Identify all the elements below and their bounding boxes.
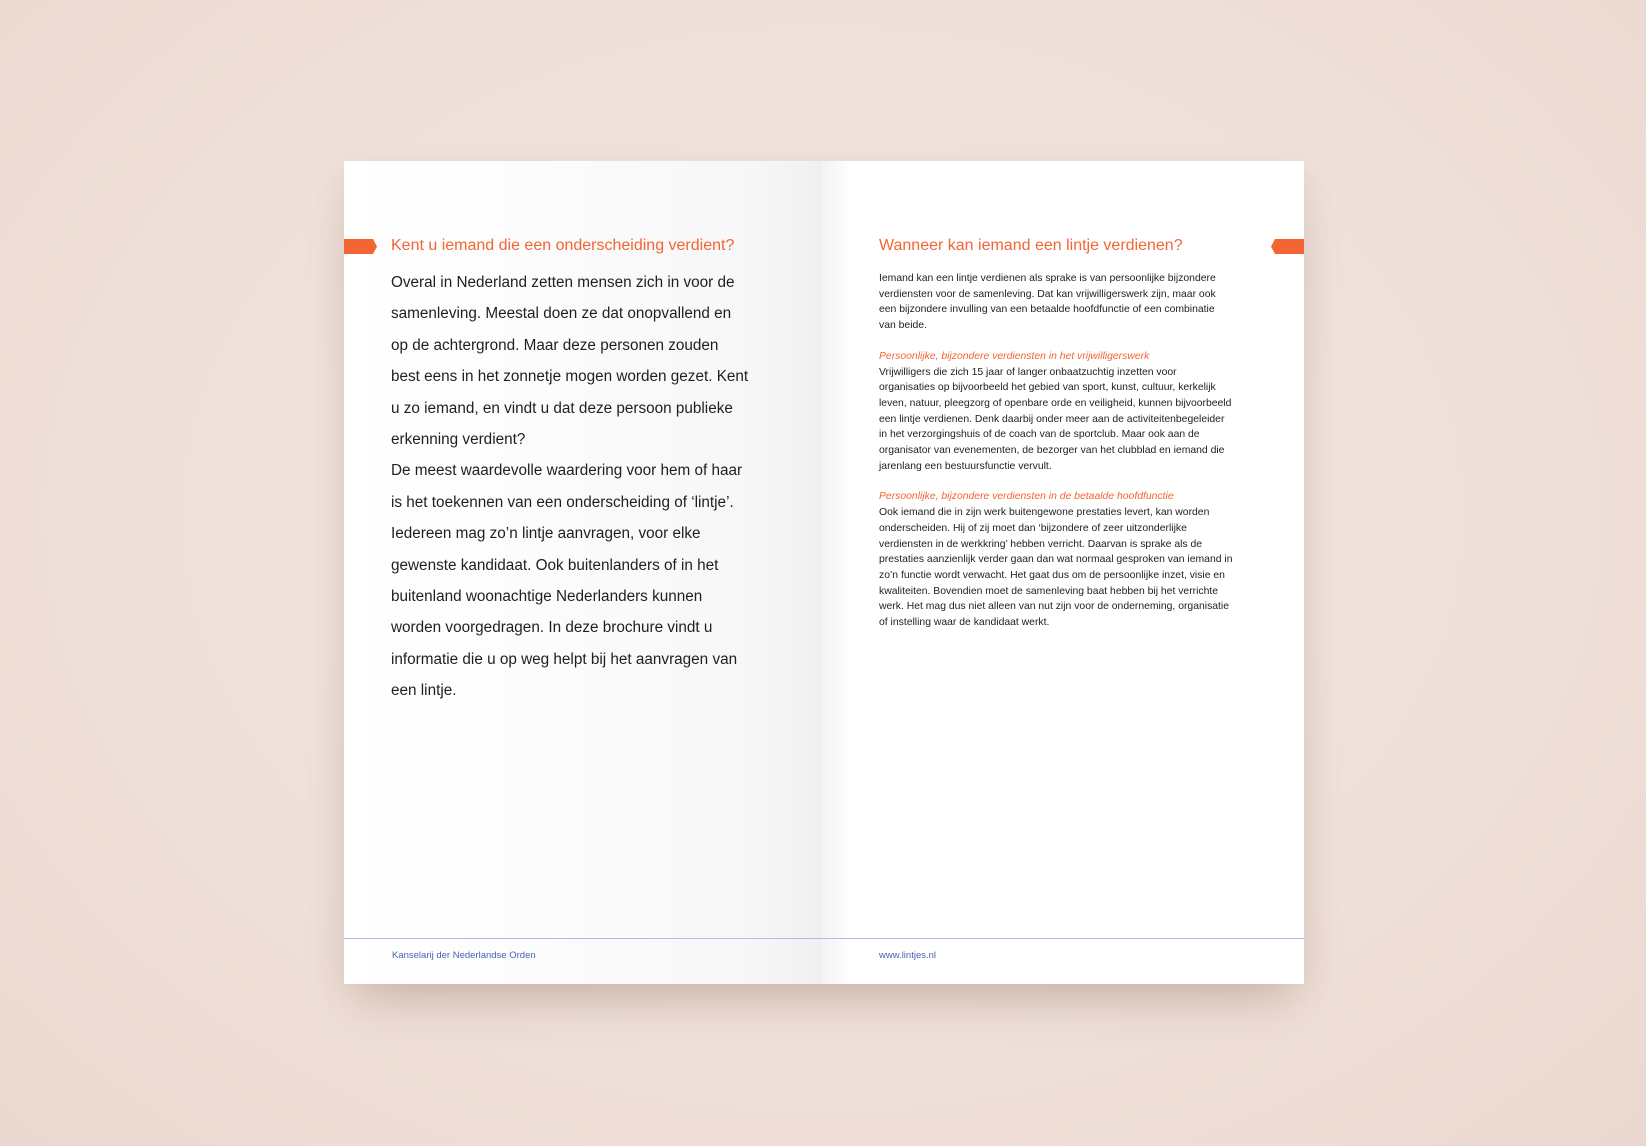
right-page-heading: Wanneer kan iemand een lintje verdienen? <box>879 237 1183 254</box>
left-page-heading: Kent u iemand die een onderscheiding verdient? <box>391 237 735 254</box>
footer-divider <box>344 938 1304 939</box>
section-marker-tab <box>1271 239 1304 254</box>
left-page-footer: Kanselarij der Nederlandse Orden <box>392 950 536 961</box>
body-paragraph: Overal in Nederland zetten mensen zich in voor de samenleving. Meestal doen ze dat onopvallend en op de achtergrond. Maar deze personen zouden best eens in het zonnetje mogen worden gezet. Kent u zo iemand, en vindt u dat deze persoon publieke erkenning verdient? <box>391 274 749 449</box>
section-text: Ook iemand die in zijn werk buitengewone prestaties levert, kan worden onderscheiden. Hij of zij moet dan ‘bijzondere of zeer uitzonderlijke verdiensten in de werkkring’ hebben verricht. Daarvan is sprake als de prestaties aanzienlijk verder gaan dan wat normaal gesproken van iemand in zo’n functie wordt verwacht. Het gaat dus om de persoonlijke inzet, visie en kwaliteiten. Bovendien moet de samenleving baat hebben bij het verrichte werk. Het mag dus niet alleen van nut zijn voor de onderneming, organisatie of instelling waar de kandidaat werkt. <box>879 507 1233 629</box>
section-title: Persoonlijke, bijzondere verdiensten in de betaalde hoofdfunctie <box>879 491 1174 503</box>
section-title: Persoonlijke, bijzondere verdiensten in het vrijwilligerswerk <box>879 350 1150 362</box>
section-paid-work <box>879 489 1234 630</box>
section-volunteer-work <box>879 349 1234 475</box>
right-page-footer-link[interactable]: www.lintjes.nl <box>879 950 937 961</box>
section-marker-tab <box>344 239 377 254</box>
body-paragraph: De meest waardevolle waardering voor hem of haar is het toekennen van een onderscheiding of ‘lintje’. Iedereen mag zo’n lintje aanvragen, voor elke gewenste kandidaat. Ook buitenlanders of in het buitenland woonachtige Nederlanders kunnen worden voorgedragen. In deze brochure vindt u informatie die u op weg helpt bij het aanvragen van een lintje. <box>391 462 743 700</box>
intro-paragraph: Iemand kan een lintje verdienen als sprake is van persoonlijke bijzondere verdiensten voor de samenleving. Dat kan vrijwilligerswerk zijn, maar ook een bijzondere invulling van een betaalde hoofdfunctie of een combinatie van beide. <box>879 273 1216 332</box>
right-page <box>822 161 1304 984</box>
left-page <box>344 161 822 984</box>
left-page-body <box>391 267 751 707</box>
section-text: Vrijwilligers die zich 15 jaar of langer onbaatzuchtig inzetten voor organisaties op bijvoorbeeld het gebied van sport, kunst, cultuur, kerkelijk leven, natuur, pleegzorg of openbare orde en veiligheid, kunnen bijvoorbeeld een lintje verdienen. Denk daarbij onder meer aan de activiteitenbegeleider in het verzorgingshuis of de coach van de sportclub. Maar ook aan de organisator van evenementen, de bezorger van het clubblad en iemand die jarenlang een bestuursfunctie vervult. <box>879 366 1232 472</box>
brochure-spread <box>344 161 1304 984</box>
right-page-body <box>879 271 1234 631</box>
